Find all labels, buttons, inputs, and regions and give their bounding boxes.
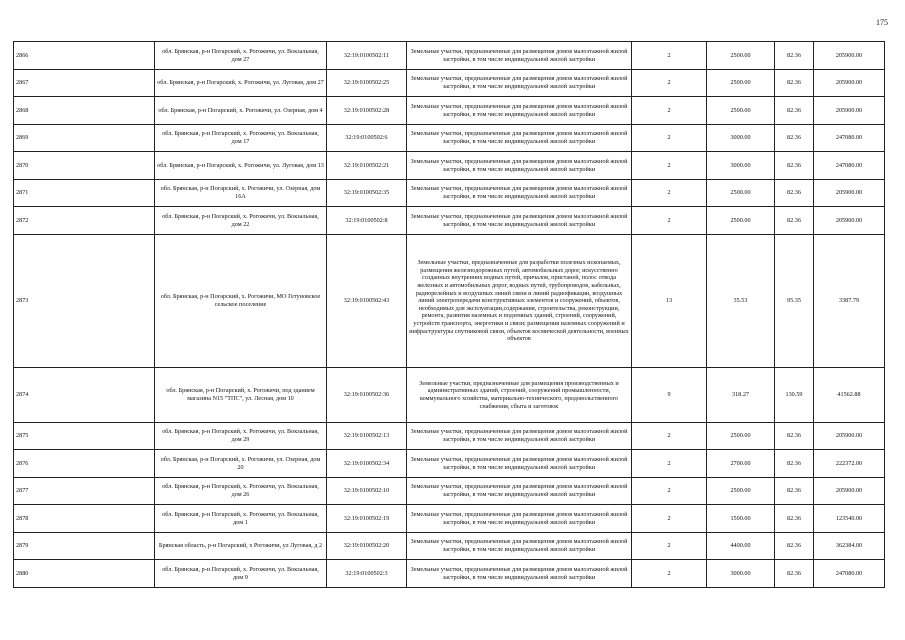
row-number: 2875 [14, 423, 155, 450]
row-number: 2871 [14, 180, 155, 207]
area-cell: 3000.00 [707, 125, 775, 152]
table-row [14, 42, 885, 70]
group-code-cell: 9 [632, 368, 707, 423]
address-cell: обл. Брянская, р-н Погарский, х. Рогожичи, ул. Вокзальная, дом 27 [155, 42, 327, 70]
land-use-cell: Земельные участки, предназначенные для размещения домов малоэтажной жилой застройки, в том числе индивидуальной жилой застройки [407, 533, 632, 560]
area-cell: 35.53 [707, 235, 775, 368]
land-use-cell: Земельные участки, предназначенные для размещения домов малоэтажной жилой застройки, в том числе индивидуальной жилой застройки [407, 42, 632, 70]
land-use-cell: Земельные участки, предназначенные для размещения производственных и административных зданий, строений, сооружений промышленности, коммунального хозяйства, материально-технического, продовольственного снабжения, сбыта и заготовок [407, 368, 632, 423]
group-code-cell: 2 [632, 423, 707, 450]
address-cell: обл. Брянская, р-н Погарский, х. Рогожичи, ул. Вокзальная, дом 17 [155, 125, 327, 152]
address-cell: обл. Брянская, р-н Погарский, х. Рогожичи, ул. Озерная, дом 20 [155, 450, 327, 478]
land-use-cell: Земельные участки, предназначенные для размещения домов малоэтажной жилой застройки, в том числе индивидуальной жилой застройки [407, 505, 632, 533]
area-cell: 4400.00 [707, 533, 775, 560]
land-use-cell: Земельные участки, предназначенные для размещения домов малоэтажной жилой застройки, в том числе индивидуальной жилой застройки [407, 152, 632, 180]
cadastral-value-cell: 205900.00 [814, 42, 885, 70]
address-cell: обл. Брянская, р-н Погарский, х. Рогожичи, ул. Вокзальная, дом 1 [155, 505, 327, 533]
cadastral-value-cell: 205900.00 [814, 97, 885, 125]
table-row [14, 478, 885, 505]
area-cell: 2500.00 [707, 423, 775, 450]
row-number: 2869 [14, 125, 155, 152]
address-cell: обл. Брянская, р-н Погарский, х. Рогожичи, под зданием магазина N15 "ТПС", ул. Лесная, дом 10 [155, 368, 327, 423]
address-cell: обл. Брянская, р-н Погарский, х. Рогожичи, ул. Вокзальная, дом 9 [155, 560, 327, 588]
group-code-cell: 2 [632, 207, 707, 235]
group-code-cell: 2 [632, 478, 707, 505]
area-cell: 3000.00 [707, 152, 775, 180]
specific-value-cell: 82.36 [775, 97, 814, 125]
group-code-cell: 2 [632, 97, 707, 125]
group-code-cell: 2 [632, 505, 707, 533]
land-use-cell: Земельные участки, предназначенные для размещения домов малоэтажной жилой застройки, в том числе индивидуальной жилой застройки [407, 207, 632, 235]
row-number: 2873 [14, 235, 155, 368]
address-cell: обл. Брянская, р-н Погарский, х. Рогожичи, ул. Луговая, дом 13 [155, 152, 327, 180]
specific-value-cell: 82.36 [775, 505, 814, 533]
cadastral-value-cell: 123540.00 [814, 505, 885, 533]
table-row [14, 97, 885, 125]
area-cell: 2500.00 [707, 478, 775, 505]
table-row [14, 70, 885, 97]
specific-value-cell: 82.36 [775, 478, 814, 505]
row-number: 2878 [14, 505, 155, 533]
cadastral-value-cell: 41562.88 [814, 368, 885, 423]
specific-value-cell: 82.36 [775, 560, 814, 588]
address-cell: обл. Брянская, р-н Погарский, х. Рогожичи, ул. Вокзальная, дом 29 [155, 423, 327, 450]
table-row [14, 560, 885, 588]
address-cell: Брянская область, р-н Погарский, х Рогожичи, ул Луговая, д 2 [155, 533, 327, 560]
group-code-cell: 2 [632, 70, 707, 97]
table-row [14, 125, 885, 152]
specific-value-cell: 82.36 [775, 533, 814, 560]
cadastral-value-cell: 247080.00 [814, 152, 885, 180]
specific-value-cell: 82.36 [775, 207, 814, 235]
table-row [14, 180, 885, 207]
cadastral-number-cell: 32:19:0100502:3 [327, 560, 407, 588]
land-use-cell: Земельные участки, предназначенные для размещения домов малоэтажной жилой застройки, в том числе индивидуальной жилой застройки [407, 180, 632, 207]
address-cell: обл. Брянская, р-н Погарский, х. Рогожичи, ул. Вокзальная, дом 26 [155, 478, 327, 505]
land-use-cell: Земельные участки, предназначенные для размещения домов малоэтажной жилой застройки, в том числе индивидуальной жилой застройки [407, 478, 632, 505]
group-code-cell: 2 [632, 533, 707, 560]
row-number: 2867 [14, 70, 155, 97]
cadastral-number-cell: 32:19:0100502:8 [327, 207, 407, 235]
area-cell: 318.27 [707, 368, 775, 423]
cadastral-number-cell: 32:19:0100502:6 [327, 125, 407, 152]
cadastral-number-cell: 32:19:0100502:43 [327, 235, 407, 368]
area-cell: 1500.00 [707, 505, 775, 533]
address-cell: обл. Брянская, р-н Погарский, х. Рогожичи, ул. Вокзальная, дом 22 [155, 207, 327, 235]
specific-value-cell: 82.36 [775, 42, 814, 70]
group-code-cell: 13 [632, 235, 707, 368]
cadastral-value-cell: 3387.79 [814, 235, 885, 368]
cadastral-number-cell: 32:19:0100502:25 [327, 70, 407, 97]
cadastral-value-cell: 205900.00 [814, 70, 885, 97]
table-row [14, 235, 885, 368]
specific-value-cell: 130.59 [775, 368, 814, 423]
group-code-cell: 2 [632, 152, 707, 180]
cadastral-number-cell: 32:19:0100502:20 [327, 533, 407, 560]
specific-value-cell: 82.36 [775, 180, 814, 207]
area-cell: 3000.00 [707, 560, 775, 588]
page-number: 175 [876, 18, 888, 27]
row-number: 2879 [14, 533, 155, 560]
cadastral-number-cell: 32:19:0100502:34 [327, 450, 407, 478]
row-number: 2872 [14, 207, 155, 235]
table-row [14, 152, 885, 180]
table-row [14, 368, 885, 423]
land-use-cell: Земельные участки, предназначенные для размещения домов малоэтажной жилой застройки, в том числе индивидуальной жилой застройки [407, 70, 632, 97]
cadastral-value-cell: 247080.00 [814, 560, 885, 588]
area-cell: 2500.00 [707, 97, 775, 125]
specific-value-cell: 82.36 [775, 70, 814, 97]
row-number: 2880 [14, 560, 155, 588]
specific-value-cell: 82.36 [775, 125, 814, 152]
group-code-cell: 2 [632, 450, 707, 478]
group-code-cell: 2 [632, 42, 707, 70]
cadastral-value-cell: 247080.00 [814, 125, 885, 152]
table-row [14, 450, 885, 478]
land-use-cell: Земельные участки, предназначенные для размещения домов малоэтажной жилой застройки, в том числе индивидуальной жилой застройки [407, 450, 632, 478]
cadastral-value-cell: 205900.00 [814, 207, 885, 235]
cadastral-number-cell: 32:19:0100502:35 [327, 180, 407, 207]
address-cell: обл. Брянская, р-н Погарский, х. Рогожичи, ул. Озерная, дом 16А [155, 180, 327, 207]
row-number: 2868 [14, 97, 155, 125]
cadastral-number-cell: 32:19:0100502:11 [327, 42, 407, 70]
cadastral-value-cell: 362384.00 [814, 533, 885, 560]
area-cell: 2500.00 [707, 180, 775, 207]
cadastral-number-cell: 32:19:0100502:10 [327, 478, 407, 505]
land-use-cell: Земельные участки, предназначенные для размещения домов малоэтажной жилой застройки, в том числе индивидуальной жилой застройки [407, 423, 632, 450]
cadastral-number-cell: 32:19:0100502:28 [327, 97, 407, 125]
table-row [14, 533, 885, 560]
cadastral-value-cell: 222372.00 [814, 450, 885, 478]
address-cell: обл. Брянская, р-н Погарский, х. Рогожичи, ул. Озерная, дом 4 [155, 97, 327, 125]
area-cell: 2500.00 [707, 70, 775, 97]
cadastral-number-cell: 32:19:0100502:36 [327, 368, 407, 423]
cadastral-number-cell: 32:19:0100502:19 [327, 505, 407, 533]
cadastral-value-table [13, 41, 885, 588]
land-use-cell: Земельные участки, предназначенные для размещения домов малоэтажной жилой застройки, в том числе индивидуальной жилой застройки [407, 560, 632, 588]
row-number: 2874 [14, 368, 155, 423]
row-number: 2870 [14, 152, 155, 180]
table-row [14, 505, 885, 533]
land-use-cell: Земельные участки, предназначенные для разработки полезных ископаемых, размещения железнодорожных путей, автомобильных дорог, искусственно созданных внутренних водных путей, причалов, пристаней, полос отвода железных и автомобильных дорог, водных путей, трубопроводов, кабельных, радиорелейных и воздушных линий связи и линий радиофикации, воздушных линий электропередачи конструктивных элементов и сооружений, объектов, необходимых для эксплуатации,содержания, строительства, реконструкции, ремонта, развития наземных и подземных зданий, строений, сооружений, устройств транспорта, энергетики и связи; размещения наземных сооружений и инфраструктуры спутниковой связи, объектов космической деятельности, военных объектов [407, 235, 632, 368]
specific-value-cell: 95.35 [775, 235, 814, 368]
row-number: 2866 [14, 42, 155, 70]
group-code-cell: 2 [632, 560, 707, 588]
area-cell: 2500.00 [707, 42, 775, 70]
cadastral-number-cell: 32:19:0100502:21 [327, 152, 407, 180]
group-code-cell: 2 [632, 180, 707, 207]
area-cell: 2700.00 [707, 450, 775, 478]
address-cell: обл. Брянская, р-н Погарский, х. Рогожичи, ул. Луговая, дом 27 [155, 70, 327, 97]
row-number: 2876 [14, 450, 155, 478]
row-number: 2877 [14, 478, 155, 505]
table-row [14, 423, 885, 450]
area-cell: 2500.00 [707, 207, 775, 235]
group-code-cell: 2 [632, 125, 707, 152]
specific-value-cell: 82.36 [775, 423, 814, 450]
cadastral-value-cell: 205900.00 [814, 180, 885, 207]
table-row [14, 207, 885, 235]
land-use-cell: Земельные участки, предназначенные для размещения домов малоэтажной жилой застройки, в том числе индивидуальной жилой застройки [407, 97, 632, 125]
specific-value-cell: 82.36 [775, 450, 814, 478]
land-use-cell: Земельные участки, предназначенные для размещения домов малоэтажной жилой застройки, в том числе индивидуальной жилой застройки [407, 125, 632, 152]
cadastral-value-cell: 205900.00 [814, 478, 885, 505]
address-cell: обл. Брянская, р-н Погарский, х. Рогожичи, МО Гетуновское сельское поселение [155, 235, 327, 368]
cadastral-number-cell: 32:19:0100502:13 [327, 423, 407, 450]
specific-value-cell: 82.36 [775, 152, 814, 180]
cadastral-value-cell: 205900.00 [814, 423, 885, 450]
